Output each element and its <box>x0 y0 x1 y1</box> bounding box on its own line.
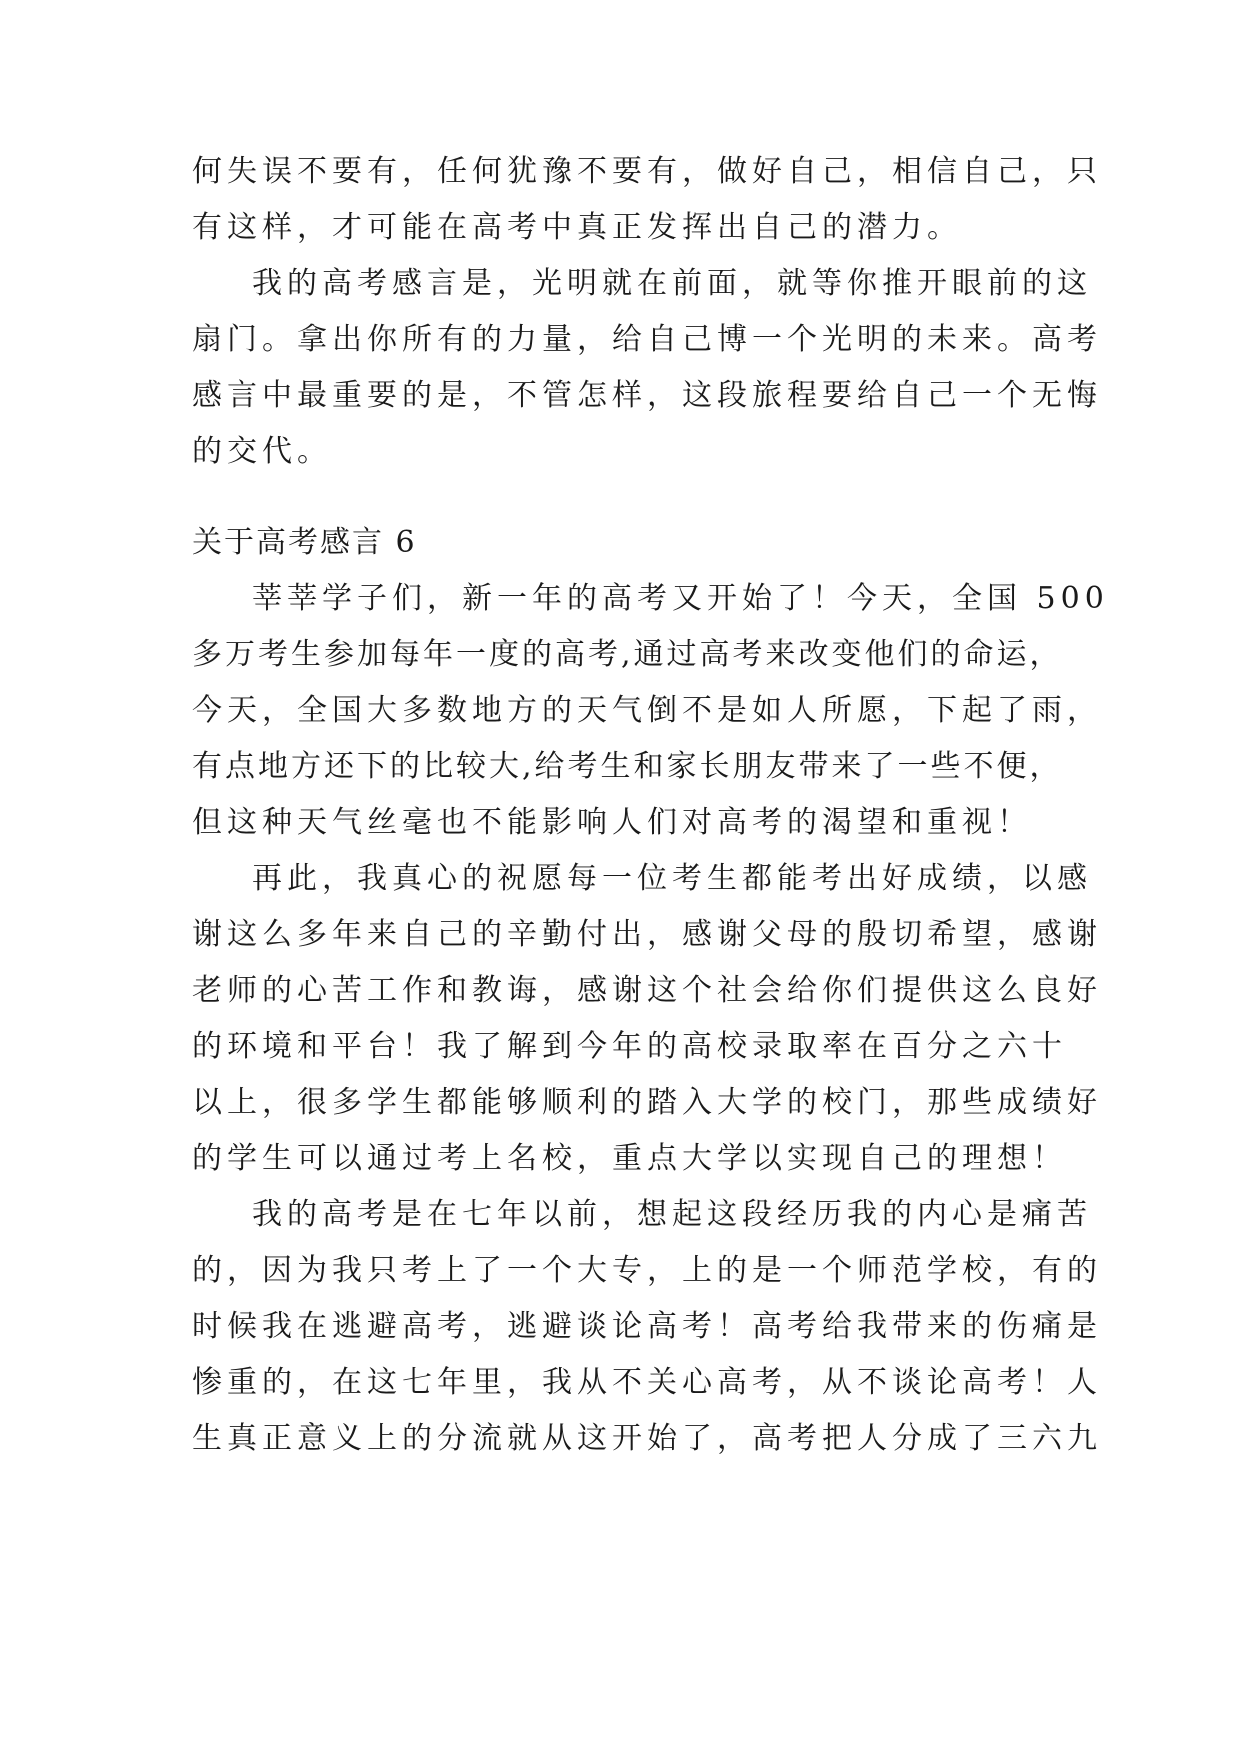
text-line: 何失误不要有，任何犹豫不要有，做好自己，相信自己，只 <box>192 154 1102 189</box>
text-line: 的环境和平台！我了解到今年的高校录取率在百分之六十 <box>192 1029 1067 1064</box>
text-line: 我的高考是在七年以前，想起这段经历我的内心是痛苦 <box>252 1197 1092 1232</box>
text-line: 再此，我真心的祝愿每一位考生都能考出好成绩，以感 <box>252 861 1092 896</box>
text-line: 的交代。 <box>192 434 332 469</box>
text-line: 以上，很多学生都能够顺利的踏入大学的校门，那些成绩好 <box>192 1085 1102 1120</box>
text-line: 惨重的，在这七年里，我从不关心高考，从不谈论高考！人 <box>192 1365 1102 1400</box>
text-line: 但这种天气丝毫也不能影响人们对高考的渴望和重视！ <box>192 805 1032 840</box>
text-line: 我的高考感言是，光明就在前面，就等你推开眼前的这 <box>252 266 1092 301</box>
text-line: 的，因为我只考上了一个大专，上的是一个师范学校，有的 <box>192 1253 1102 1288</box>
text-line: 有点地方还下的比较大,给考生和家长朋友带来了一些不便， <box>192 749 1063 784</box>
text-line: 今天，全国大多数地方的天气倒不是如人所愿，下起了雨， <box>192 693 1102 728</box>
text-line: 有这样，才可能在高考中真正发挥出自己的潜力。 <box>192 210 962 245</box>
section-title: 关于高考感言 6 <box>192 525 417 560</box>
text-line: 时候我在逃避高考，逃避谈论高考！高考给我带来的伤痛是 <box>192 1309 1102 1344</box>
text-line: 谢这么多年来自己的辛勤付出，感谢父母的殷切希望，感谢 <box>192 917 1102 952</box>
text-line: 生真正意义上的分流就从这开始了，高考把人分成了三六九 <box>192 1421 1102 1456</box>
text-line: 的学生可以通过考上名校，重点大学以实现自己的理想！ <box>192 1141 1067 1176</box>
text-line: 感言中最重要的是，不管怎样，这段旅程要给自己一个无悔 <box>192 378 1102 413</box>
text-line: 老师的心苦工作和教诲，感谢这个社会给你们提供这么良好 <box>192 973 1102 1008</box>
text-line: 多万考生参加每年一度的高考,通过高考来改变他们的命运， <box>192 637 1063 672</box>
text-line: 扇门。拿出你所有的力量，给自己博一个光明的未来。高考 <box>192 322 1102 357</box>
text-line: 莘莘学子们，新一年的高考又开始了！今天，全国 500 <box>252 581 1109 616</box>
